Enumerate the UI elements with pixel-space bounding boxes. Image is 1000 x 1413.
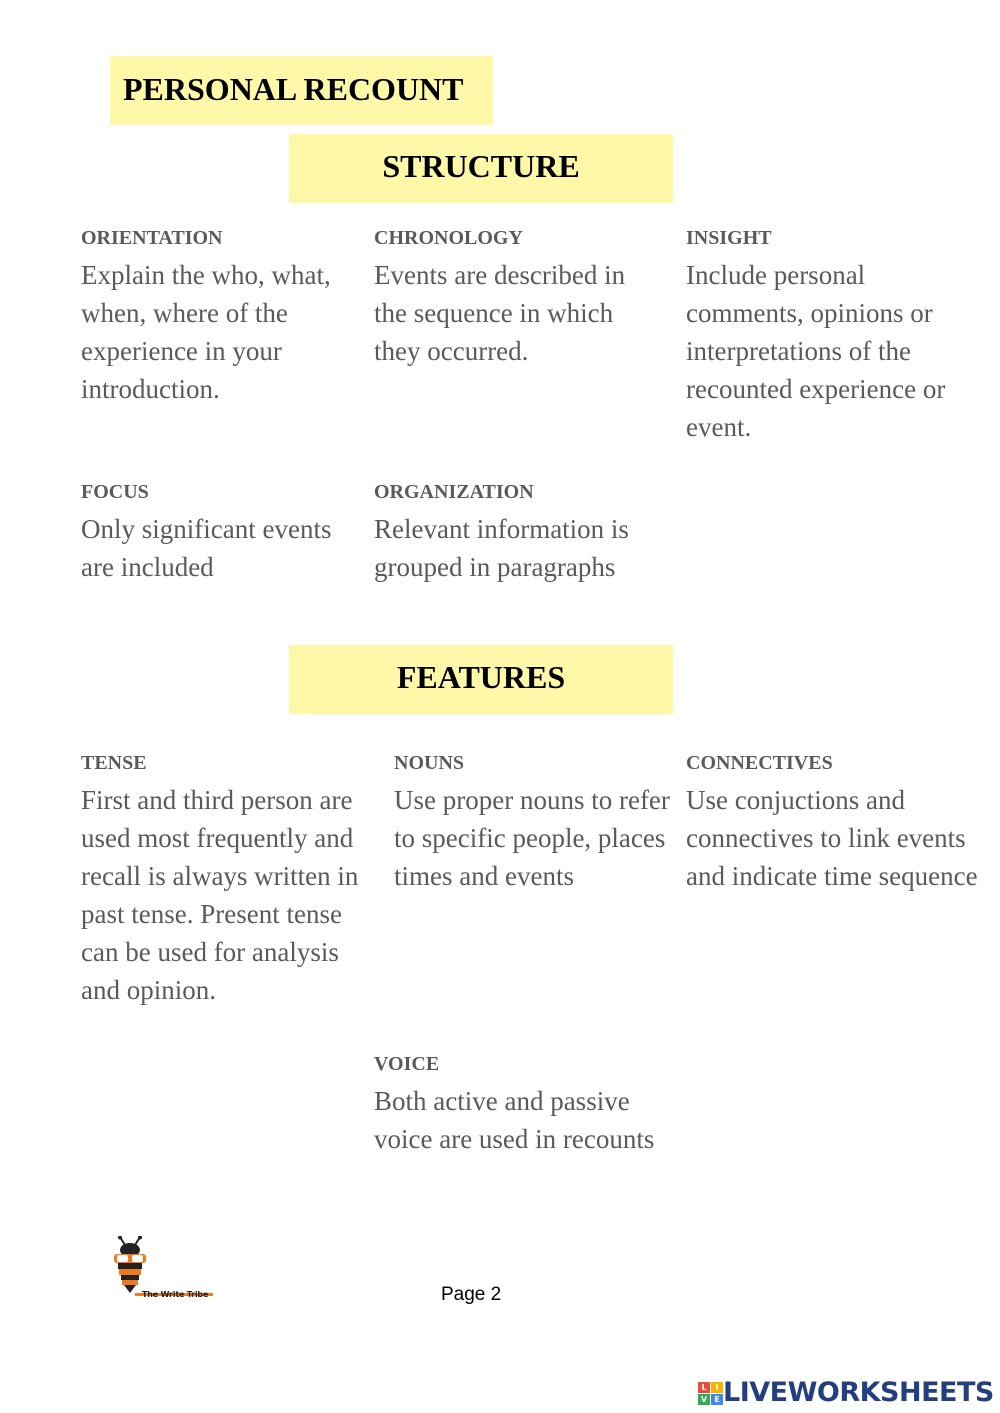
logo-text: The Write Tribe (142, 1290, 209, 1299)
focus-block (81, 480, 366, 586)
insight-heading: INSIGHT (686, 227, 772, 249)
nouns-block (394, 751, 679, 895)
connectives-text: Use conjuctions and connectives to link events and indicate time sequence (686, 785, 978, 891)
insight-block (686, 226, 986, 446)
organization-heading: ORGANIZATION (374, 481, 534, 503)
insight-text: Include personal comments, opinions or interpretations of the recounted experience or event. (686, 260, 946, 442)
orientation-block (81, 226, 366, 408)
badge-letter: I (711, 1382, 723, 1393)
badge-letter: E (711, 1394, 723, 1405)
tense-text: First and third person are used most frequently and recall is always written in past tense. Present tense can be used for analysis and opinion. (81, 785, 359, 1005)
organization-block (374, 480, 664, 586)
connectives-block (686, 751, 986, 895)
page-number: Page 2 (441, 1284, 502, 1305)
tense-block (81, 751, 381, 1009)
structure-heading: STRUCTURE (289, 134, 673, 203)
liveworksheets-text: LIVEWORKSHEETS (723, 1377, 994, 1408)
nouns-heading: NOUNS (394, 752, 465, 774)
chronology-block (374, 226, 664, 370)
tense-heading: TENSE (81, 752, 147, 774)
voice-text: Both active and passive voice are used in recounts (374, 1086, 655, 1154)
liveworksheets-watermark (698, 1376, 996, 1410)
liveworksheets-badge-icon (698, 1382, 724, 1406)
organization-text: Relevant information is grouped in paragraphs (374, 514, 629, 582)
orientation-text: Explain the who, what, when, where of the experience in your introduction. (81, 260, 331, 404)
chronology-heading: CHRONOLOGY (374, 227, 523, 249)
voice-heading: VOICE (374, 1053, 440, 1075)
page-title: PERSONAL RECOUNT (110, 56, 493, 125)
connectives-heading: CONNECTIVES (686, 752, 833, 774)
badge-letter: V (698, 1394, 710, 1405)
write-tribe-logo (108, 1236, 218, 1308)
voice-block (374, 1052, 674, 1158)
focus-heading: FOCUS (81, 481, 149, 503)
badge-letter: L (698, 1382, 710, 1393)
nouns-text: Use proper nouns to refer to specific people, places times and events (394, 785, 670, 891)
orientation-heading: ORIENTATION (81, 227, 223, 249)
chronology-text: Events are described in the sequence in which they occurred. (374, 260, 626, 366)
features-heading: FEATURES (289, 645, 673, 714)
focus-text: Only significant events are included (81, 514, 332, 582)
